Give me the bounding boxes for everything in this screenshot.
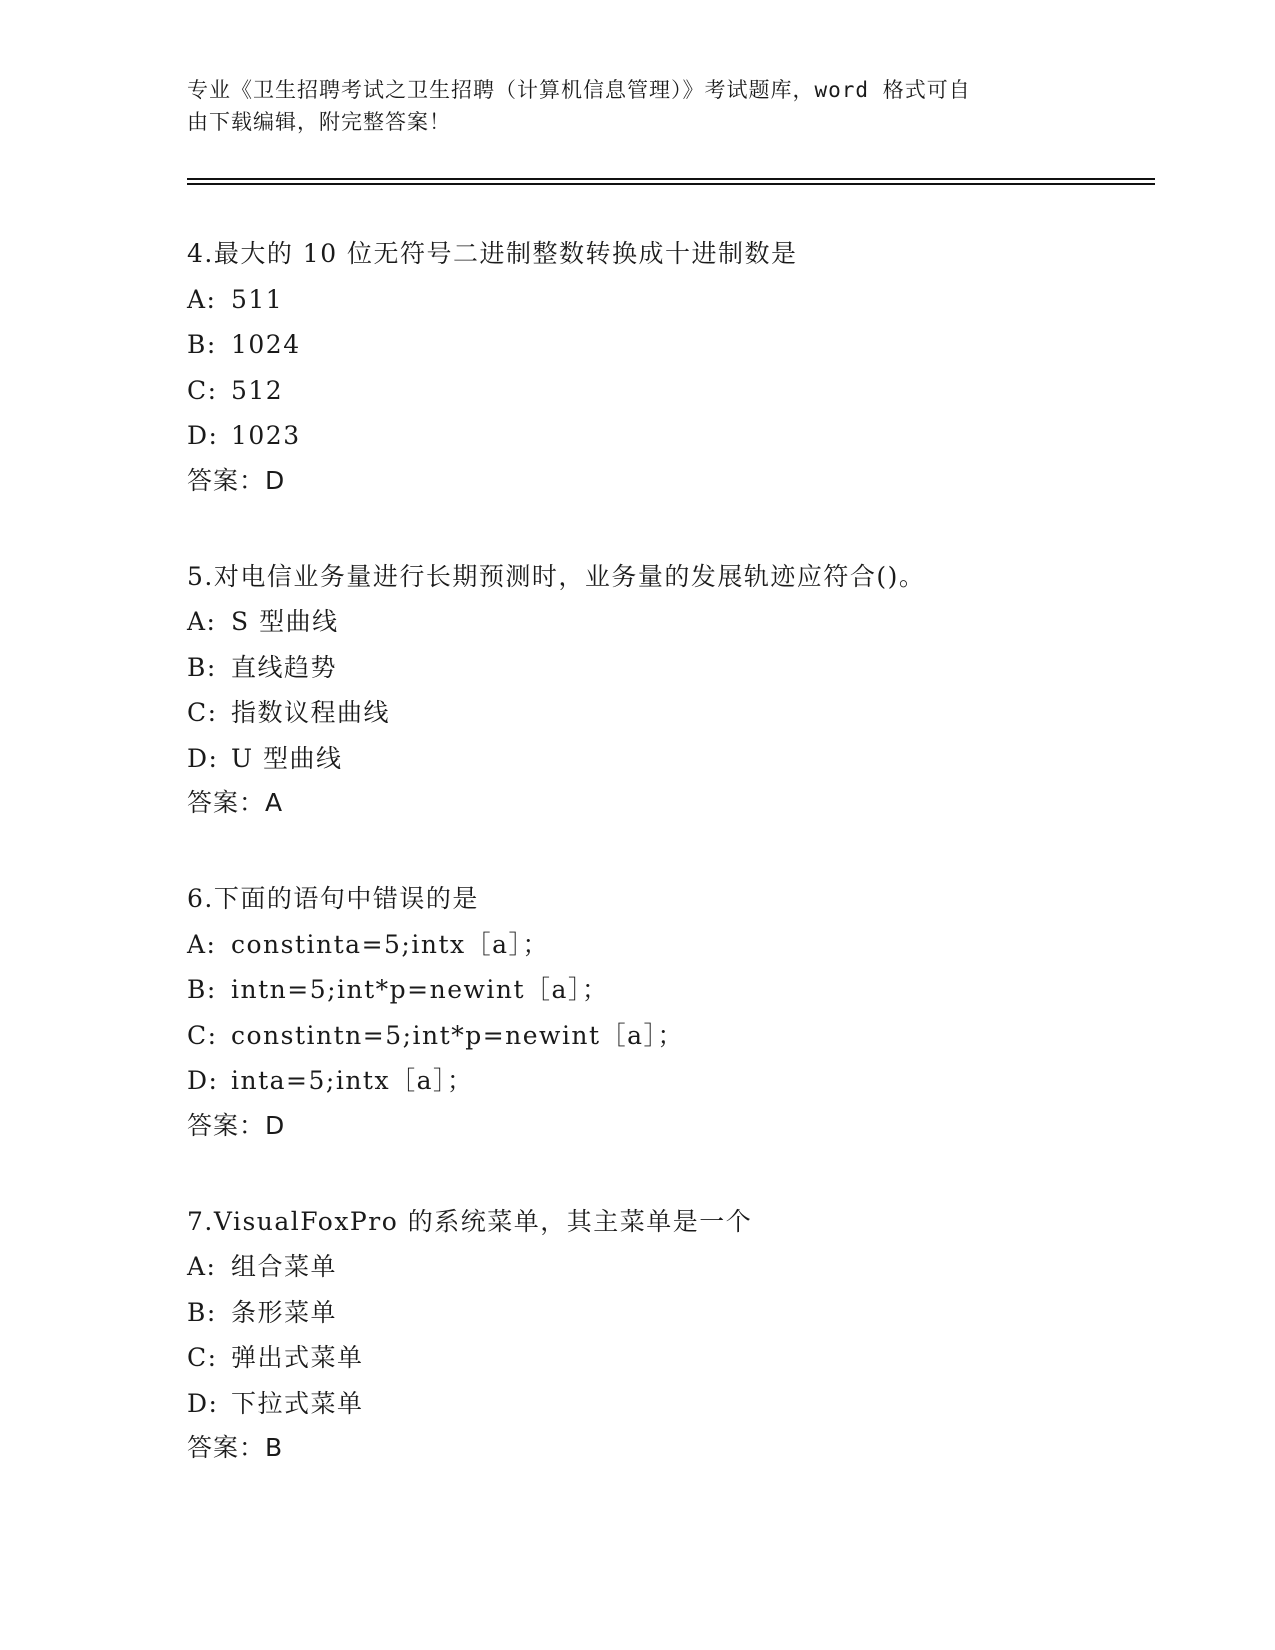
- option-letter: D:: [187, 743, 219, 773]
- option-text: 511: [231, 284, 284, 314]
- option-text: 指数议程曲线: [231, 698, 391, 727]
- option-letter: A:: [187, 607, 217, 636]
- document-header: [187, 74, 1067, 138]
- question-stem: 4.最大的 10 位无符号二进制整数转换成十进制数是: [187, 239, 798, 268]
- question-6: [187, 876, 1147, 1148]
- option-text: 直线趋势: [231, 652, 338, 682]
- answer-label: 答案：A: [187, 788, 284, 817]
- option-b: [187, 322, 1147, 368]
- option-a: [187, 277, 1147, 323]
- option-b: [187, 645, 1147, 691]
- option-text: constinta=5;intx［a］；: [231, 929, 550, 959]
- option-letter: D:: [187, 1388, 219, 1418]
- option-letter: D:: [187, 1066, 219, 1095]
- option-letter: B:: [187, 330, 217, 359]
- question-stem: 5.对电信业务量进行长期预测时，业务量的发展轨迹应符合()。: [187, 561, 926, 591]
- option-letter: D:: [187, 421, 219, 450]
- option-text: 512: [231, 375, 284, 405]
- option-letter: A:: [187, 284, 217, 314]
- option-a: [187, 599, 1147, 645]
- option-letter: A:: [187, 1252, 217, 1281]
- header-line-2: 由下载编辑，附完整答案！: [187, 110, 451, 134]
- option-b: [187, 1290, 1147, 1336]
- option-letter: A:: [187, 929, 217, 959]
- option-d: [187, 1058, 1147, 1104]
- question-stem: 6.下面的语句中错误的是: [187, 884, 479, 913]
- option-text: U 型曲线: [231, 743, 343, 773]
- question-list: [187, 231, 1147, 1521]
- option-text: 下拉式菜单: [231, 1388, 364, 1418]
- answer-label: 答案：D: [187, 1110, 286, 1140]
- answer-label: 答案：B: [187, 1433, 284, 1462]
- option-letter: B:: [187, 652, 217, 682]
- header-divider-top: [187, 178, 1155, 180]
- option-text: S 型曲线: [231, 607, 339, 636]
- option-letter: C:: [187, 1343, 218, 1372]
- option-a: [187, 1244, 1147, 1290]
- option-c: [187, 368, 1147, 414]
- option-c: [187, 1335, 1147, 1381]
- option-letter: B:: [187, 975, 217, 1004]
- question-stem: 7.VisualFoxPro 的系统菜单，其主菜单是一个: [187, 1206, 753, 1236]
- option-letter: C:: [187, 1020, 218, 1050]
- option-d: [187, 736, 1147, 782]
- option-text: intn=5;int*p=newint［a］；: [231, 975, 609, 1004]
- option-c: [187, 1013, 1147, 1059]
- option-letter: B:: [187, 1297, 217, 1327]
- answer-label: 答案：D: [187, 465, 286, 495]
- option-d: [187, 1381, 1147, 1427]
- option-letter: C:: [187, 698, 218, 727]
- option-letter: C:: [187, 375, 218, 405]
- header-divider-bottom: [187, 183, 1155, 185]
- option-text: 组合菜单: [231, 1252, 338, 1281]
- option-text: 条形菜单: [231, 1297, 338, 1327]
- option-c: [187, 690, 1147, 736]
- question-7: [187, 1199, 1147, 1471]
- option-text: 1024: [231, 330, 301, 359]
- option-a: [187, 922, 1147, 968]
- option-d: [187, 413, 1147, 459]
- option-text: 弹出式菜单: [231, 1343, 364, 1372]
- option-b: [187, 967, 1147, 1013]
- question-5: [187, 554, 1147, 826]
- option-text: 1023: [231, 421, 301, 450]
- option-text: inta=5;intx［a］；: [231, 1066, 474, 1095]
- option-text: constintn=5;int*p=newint［a］；: [231, 1020, 684, 1050]
- question-4: [187, 231, 1147, 503]
- header-line-1: 专业《卫生招聘考试之卫生招聘（计算机信息管理）》考试题库，word 格式可自: [187, 78, 971, 102]
